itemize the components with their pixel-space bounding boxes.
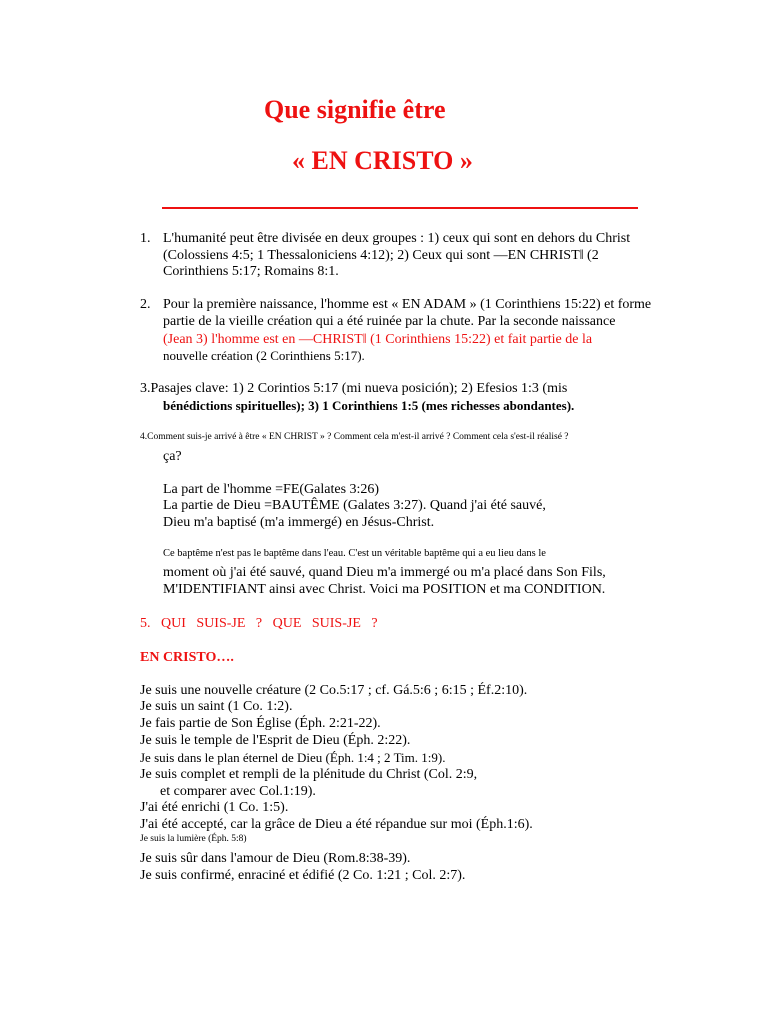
item2-line4: nouvelle création (2 Corinthiens 5:17). [163,348,365,363]
list-item: Je suis la lumière (Éph. 5:8) [140,834,247,844]
list-item: Je suis le temple de l'Esprit de Dieu (Éph. 2:22). [140,733,411,748]
item3-line1: 3.Pasajes clave: 1) 2 Corintios 5:17 (mi nueva posición); 2) Efesios 1:3 (mis [140,381,568,396]
item1-line1: L'humanité peut être divisée en deux groupes : 1) ceux qui sont en dehors du Christ [163,231,631,246]
item4-baptism-line1: Ce baptême n'est pas le baptême dans l'eau. C'est un véritable baptême qui a eu lieu dans le [163,548,546,559]
list-item: Je fais partie de Son Église (Éph. 2:21-22). [140,716,381,731]
item2-line3-red: (Jean 3) l'homme est en ―CHRIST‖ (1 Corinthiens 15:22) et fait partie de la [163,332,593,347]
list-item: J'ai été accepté, car la grâce de Dieu a été répandue sur moi (Éph.1:6). [140,817,533,832]
list-item: Je suis sûr dans l'amour de Dieu (Rom.8:38-39). [140,851,411,866]
item4-baptism-line2: moment où j'ai été sauvé, quand Dieu m'a immergé ou m'a placé dans Son Fils, [163,565,606,580]
item1-number: 1. [140,231,151,246]
title-underline [162,207,638,209]
list-item: Je suis un saint (1 Co. 1:2). [140,699,293,714]
item5-heading: 5. QUI SUIS-JE ? QUE SUIS-JE ? [140,616,378,631]
item2-line1: Pour la première naissance, l'homme est « EN ADAM » (1 Corinthiens 15:22) et forme [163,297,652,312]
list-item: J'ai été enrichi (1 Co. 1:5). [140,800,289,815]
item2-line2: partie de la vieille création qui a été ruinée par la chute. Par la seconde naissance [163,314,616,329]
page-title-line1: Que signifie être [264,95,446,124]
item1-line3: Corinthiens 5:17; Romains 8:1. [163,264,339,279]
item4-god-part-line1: La partie de Dieu =BAUTÊME (Galates 3:27). Quand j'ai été sauvé, [163,498,546,513]
list-item: Je suis une nouvelle créature (2 Co.5:17 ; cf. Gá.5:6 ; 6:15 ; Éf.2:10). [140,683,528,698]
item2-number: 2. [140,297,151,312]
list-item: Je suis complet et rempli de la plénitude du Christ (Col. 2:9, [140,767,478,782]
list-item: et comparer avec Col.1:19). [160,784,316,799]
item5-subheading: EN CRISTO…. [140,650,234,665]
list-item: Je suis confirmé, enraciné et édifié (2 Co. 1:21 ; Col. 2:7). [140,868,466,883]
page-title-line2: « EN CRISTO » [292,146,473,175]
item4-question-line1: 4.Comment suis-je arrivé à être « EN CHRIST » ? Comment cela m'est-il arrivé ? Comment cela s'est-il réalisé ? [140,432,569,442]
item3-line2: bénédictions spirituelles); 3) 1 Corinthiens 1:5 (mes richesses abondantes). [163,398,575,413]
item4-man-part: La part de l'homme =FE(Galates 3:26) [163,482,380,497]
item4-question-line2: ça? [163,449,182,464]
item1-line2: (Colossiens 4:5; 1 Thessaloniciens 4:12); 2) Ceux qui sont ―EN CHRIST‖ (2 [163,248,599,263]
item4-god-part-line2: Dieu m'a baptisé (m'a immergé) en Jésus-Christ. [163,515,435,530]
item4-baptism-line3: M'IDENTIFIANT ainsi avec Christ. Voici ma POSITION et ma CONDITION. [163,582,606,597]
list-item: Je suis dans le plan éternel de Dieu (Éph. 1:4 ; 2 Tim. 1:9). [140,750,446,765]
